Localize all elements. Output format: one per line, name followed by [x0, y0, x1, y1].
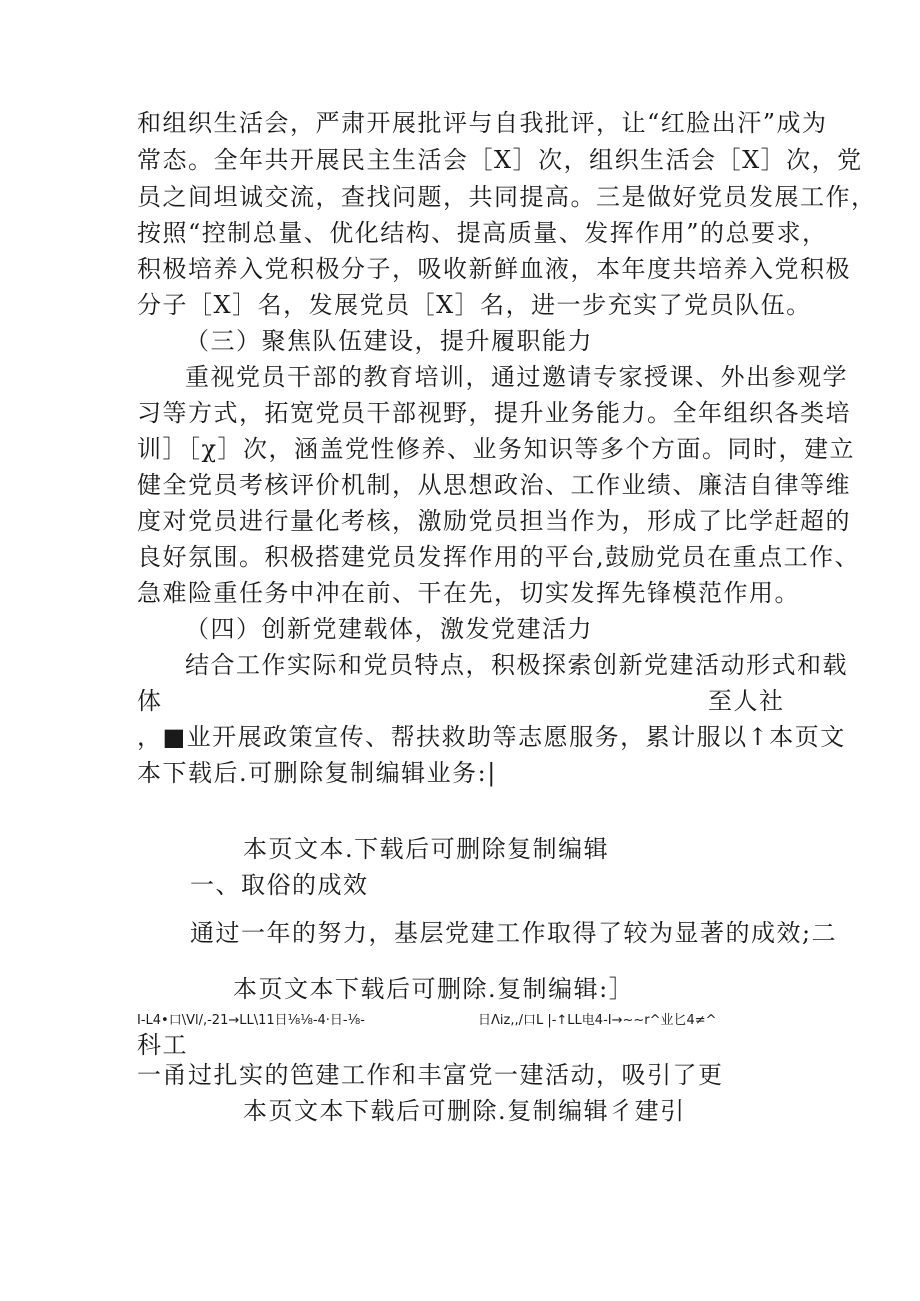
section-heading: 一、取俗的成效: [190, 871, 369, 899]
watermark-text: 本页文本下载后可删除.复制编辑彳建引: [243, 1097, 686, 1125]
paragraph-line: 按照“控制总量、优化结构、提高质量、发挥作用”的总要求，: [137, 219, 828, 247]
paragraph-line: 一甬过扎实的笆建工作和丰富党一建活动，吸引了更: [137, 1061, 724, 1089]
paragraph-line: 良好氛围。积极搭建党员发挥作用的平台,鼓励党员在重点工作、: [137, 543, 861, 571]
paragraph-line: ，■业开展政策宣传、帮扶救助等志愿服务，累计服以↑本页文: [137, 723, 846, 751]
paragraph-line: 分子［X］名，发展党员［X］名，进一步充实了党员队伍。: [137, 291, 812, 319]
paragraph-line: 积极培养入党积极分子，吸收新鲜血液，本年度共培养入党积极: [137, 255, 851, 283]
paragraph-line: 员之间坦诚交流，查找问题，共同提高。三是做好党员发展工作，: [137, 183, 877, 211]
paragraph-line: 本下载后.可删除复制编辑业务:|: [137, 759, 497, 787]
garbled-text: I-L4•口\Vl/,-21→LL\11日⅛⅛-4·日-⅛-: [137, 1013, 365, 1028]
paragraph-line: 体: [137, 687, 163, 715]
watermark-text: 本页文本.下载后可删除复制编辑: [243, 835, 610, 863]
paragraph-line: 急难险重任务中冲在前、干在先，切实发挥先锋模范作用。: [137, 579, 800, 607]
paragraph-line: 科工: [137, 1031, 188, 1059]
paragraph-line: 通过一年的努力，基层党建工作取得了较为显著的成效;二: [190, 919, 838, 947]
paragraph-line: 训］［χ］次，涵盖党性修养、业务知识等多个方面。同时，建立: [137, 435, 856, 463]
paragraph-fragment: 至人社: [708, 687, 785, 715]
paragraph-line: 和组织生活会，严肃开展批评与自我批评，让“红脸出汗”成为: [137, 109, 828, 137]
watermark-text: 本页文本下载后可删除.复制编辑:］: [233, 975, 635, 1003]
garbled-text: 日Λiz,,/口L |-↑LL电4-I→~~r^业匕4≠^: [478, 1013, 717, 1028]
section-subheading: （四）创新党建载体，激发党建活力: [185, 615, 593, 643]
paragraph-line: 度对党员进行量化考核，激励党员担当作为，形成了比学赶超的: [137, 507, 851, 535]
paragraph-line: 结合工作实际和党员特点，积极探索创新党建活动形式和载: [185, 651, 848, 679]
paragraph-line: 重视党员干部的教育培训，通过邀请专家授课、外出参观学: [185, 363, 848, 391]
paragraph-line: 健全党员考核评价机制，从思想政治、工作业绩、廉洁自律等维: [137, 471, 851, 499]
paragraph-line: 习等方式，拓宽党员干部视野，提升业务能力。全年组织各类培: [137, 399, 851, 427]
paragraph-line: 常态。全年共开展民主生活会［X］次，组织生活会［X］次，党: [137, 146, 863, 174]
section-subheading: （三）聚焦队伍建设，提升履职能力: [185, 327, 593, 355]
